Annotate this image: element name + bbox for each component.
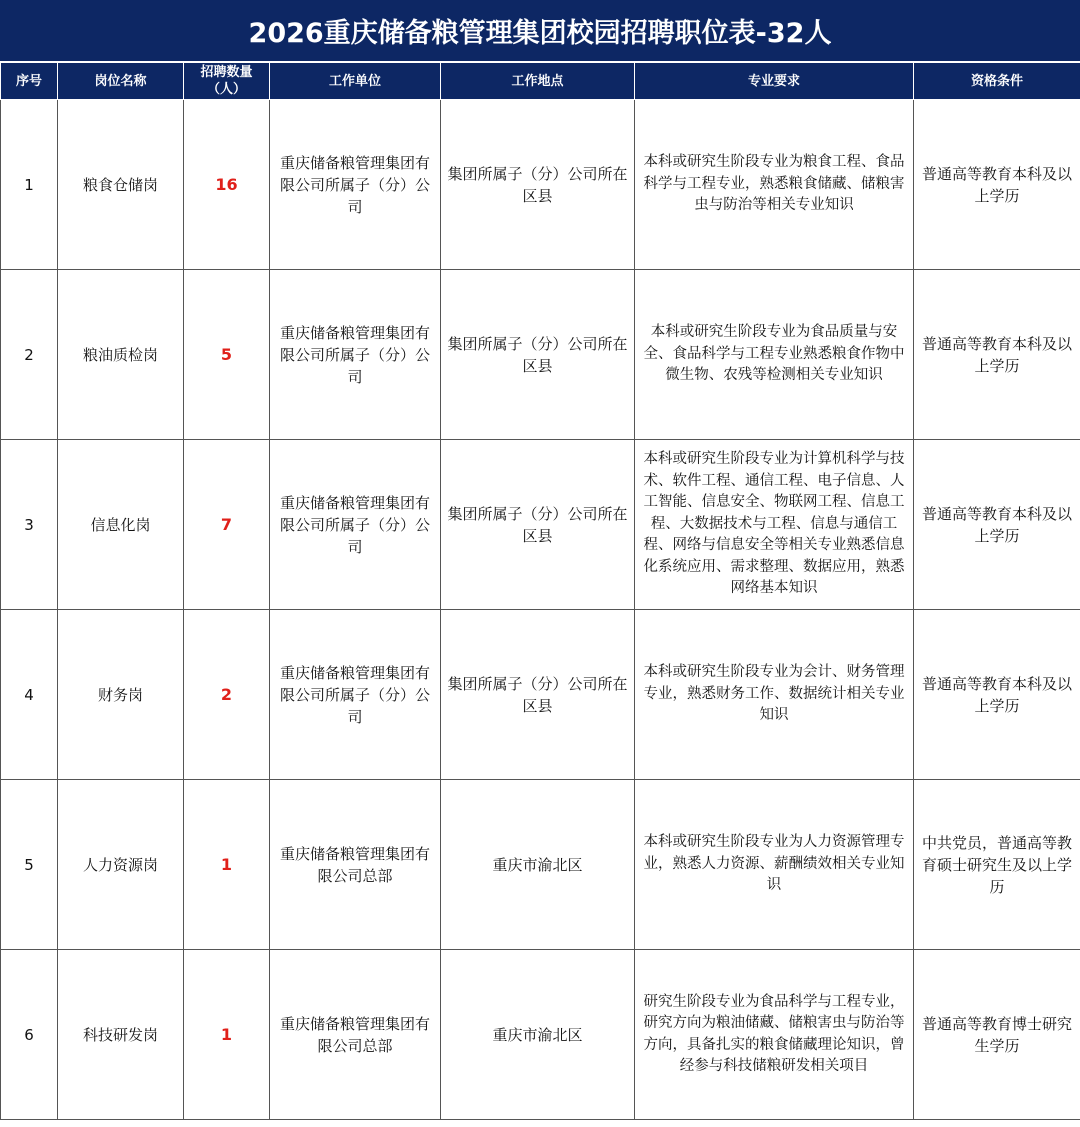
row-location: 重庆市渝北区 (441, 780, 635, 950)
table-row (1, 440, 1080, 610)
row-unit: 重庆储备粮管理集团有限公司总部 (270, 950, 441, 1120)
row-major: 本科或研究生阶段专业为食品质量与安全、食品科学与工程专业熟悉粮食作物中微生物、农残等检测相关专业知识 (635, 270, 914, 440)
row-unit: 重庆储备粮管理集团有限公司所属子（分）公司 (270, 610, 441, 780)
row-no: 4 (1, 610, 58, 780)
row-unit: 重庆储备粮管理集团有限公司所属子（分）公司 (270, 100, 441, 270)
header-position: 岗位名称 (58, 63, 184, 100)
row-count: 5 (184, 270, 270, 440)
row-location: 集团所属子（分）公司所在区县 (441, 100, 635, 270)
header-major: 专业要求 (635, 63, 914, 100)
table-row (1, 100, 1080, 270)
header-unit: 工作单位 (270, 63, 441, 100)
table-row (1, 780, 1080, 950)
row-count: 16 (184, 100, 270, 270)
recruitment-table (0, 62, 1080, 1120)
row-qualification: 普通高等教育本科及以上学历 (914, 270, 1080, 440)
row-position: 信息化岗 (58, 440, 184, 610)
row-position: 科技研发岗 (58, 950, 184, 1120)
row-position: 人力资源岗 (58, 780, 184, 950)
row-no: 6 (1, 950, 58, 1120)
row-major: 本科或研究生阶段专业为计算机科学与技术、软件工程、通信工程、电子信息、人工智能、信息安全、物联网工程、信息工程、大数据技术与工程、信息与通信工程、网络与信息安全等相关专业熟悉信息化系统应用、需求整理、数据应用，熟悉网络基本知识 (635, 440, 914, 610)
row-no: 1 (1, 100, 58, 270)
row-location: 集团所属子（分）公司所在区县 (441, 610, 635, 780)
row-count: 1 (184, 950, 270, 1120)
row-major: 本科或研究生阶段专业为人力资源管理专业，熟悉人力资源、薪酬绩效相关专业知识 (635, 780, 914, 950)
row-qualification: 普通高等教育本科及以上学历 (914, 100, 1080, 270)
table-row (1, 950, 1080, 1120)
row-position: 粮食仓储岗 (58, 100, 184, 270)
header-no: 序号 (1, 63, 58, 100)
row-unit: 重庆储备粮管理集团有限公司所属子（分）公司 (270, 440, 441, 610)
table-row (1, 270, 1080, 440)
row-major: 研究生阶段专业为食品科学与工程专业，研究方向为粮油储藏、储粮害虫与防治等方向，具备扎实的粮食储藏理论知识，曾经参与科技储粮研发相关项目 (635, 950, 914, 1120)
header-row (1, 63, 1080, 100)
row-unit: 重庆储备粮管理集团有限公司总部 (270, 780, 441, 950)
row-count: 2 (184, 610, 270, 780)
row-location: 集团所属子（分）公司所在区县 (441, 270, 635, 440)
row-no: 3 (1, 440, 58, 610)
row-major: 本科或研究生阶段专业为会计、财务管理专业，熟悉财务工作、数据统计相关专业知识 (635, 610, 914, 780)
page-title: 2026重庆储备粮管理集团校园招聘职位表-32人 (0, 0, 1080, 62)
row-qualification: 普通高等教育博士研究生学历 (914, 950, 1080, 1120)
header-location: 工作地点 (441, 63, 635, 100)
row-major: 本科或研究生阶段专业为粮食工程、食品科学与工程专业，熟悉粮食储藏、储粮害虫与防治等相关专业知识 (635, 100, 914, 270)
row-count: 1 (184, 780, 270, 950)
row-no: 2 (1, 270, 58, 440)
header-qualification: 资格条件 (914, 63, 1080, 100)
row-location: 集团所属子（分）公司所在区县 (441, 440, 635, 610)
row-position: 粮油质检岗 (58, 270, 184, 440)
row-no: 5 (1, 780, 58, 950)
row-qualification: 普通高等教育本科及以上学历 (914, 440, 1080, 610)
row-qualification: 普通高等教育本科及以上学历 (914, 610, 1080, 780)
row-position: 财务岗 (58, 610, 184, 780)
row-qualification: 中共党员，普通高等教育硕士研究生及以上学历 (914, 780, 1080, 950)
row-count: 7 (184, 440, 270, 610)
table-row (1, 610, 1080, 780)
header-count: 招聘数量（人） (184, 63, 270, 100)
row-location: 重庆市渝北区 (441, 950, 635, 1120)
row-unit: 重庆储备粮管理集团有限公司所属子（分）公司 (270, 270, 441, 440)
